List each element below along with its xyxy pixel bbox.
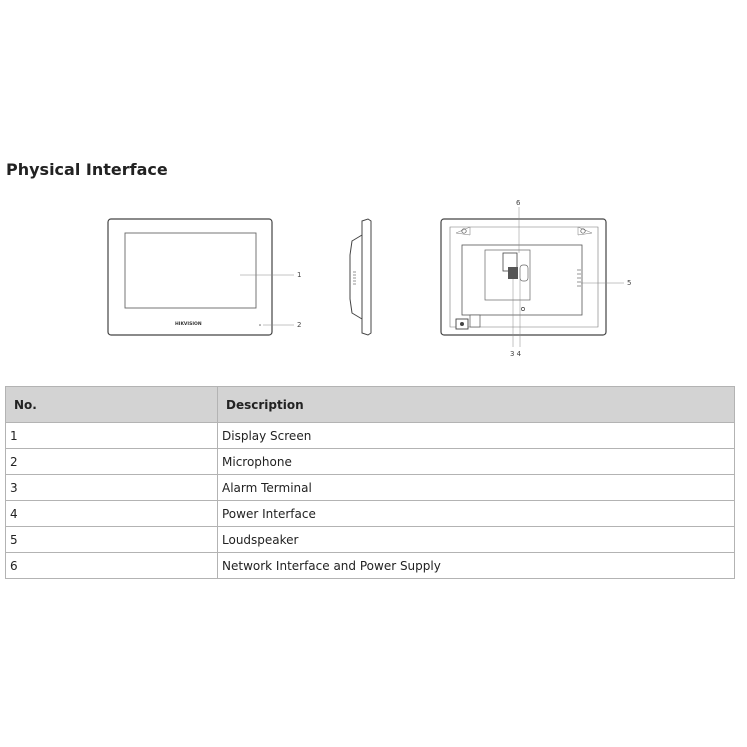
- header-no: No.: [6, 387, 218, 423]
- device-diagram: [0, 195, 747, 365]
- side-view: [350, 219, 371, 335]
- table-row: [6, 527, 735, 553]
- side-frame: [362, 219, 371, 335]
- side-back-profile: [350, 235, 362, 319]
- cell-description: Network Interface and Power Supply: [218, 553, 735, 579]
- table-row: [6, 553, 735, 579]
- table-row: [6, 501, 735, 527]
- device-diagram-svg: [0, 195, 747, 365]
- cell-description: Alarm Terminal: [218, 475, 735, 501]
- cell-no: 1: [6, 423, 218, 449]
- cell-description: Display Screen: [218, 423, 735, 449]
- brand-logo: HIKVISION: [175, 322, 202, 327]
- display-screen: [125, 233, 256, 308]
- table-row: [6, 475, 735, 501]
- section-title: Physical Interface: [6, 160, 168, 179]
- table-row: [6, 449, 735, 475]
- cell-description: Microphone: [218, 449, 735, 475]
- cell-description: Power Interface: [218, 501, 735, 527]
- rear-frame: [441, 219, 606, 335]
- cell-no: 3: [6, 475, 218, 501]
- callout-6: 6: [516, 199, 521, 207]
- header-description: Description: [218, 387, 735, 423]
- cell-description: Loudspeaker: [218, 527, 735, 553]
- table-row: [6, 423, 735, 449]
- cell-no: 4: [6, 501, 218, 527]
- table-header-row: [6, 387, 735, 423]
- power-interface-block: [508, 267, 518, 279]
- callout-5: 5: [627, 279, 632, 287]
- microphone-hole: [259, 324, 261, 326]
- callout-2: 2: [297, 321, 302, 329]
- cell-no: 6: [6, 553, 218, 579]
- callout-1: 1: [297, 271, 302, 279]
- callout-3-4: 3 4: [510, 350, 522, 358]
- rear-view: [441, 199, 631, 358]
- cell-no: 2: [6, 449, 218, 475]
- front-view: [108, 219, 301, 335]
- cell-no: 5: [6, 527, 218, 553]
- interface-table: [5, 386, 735, 579]
